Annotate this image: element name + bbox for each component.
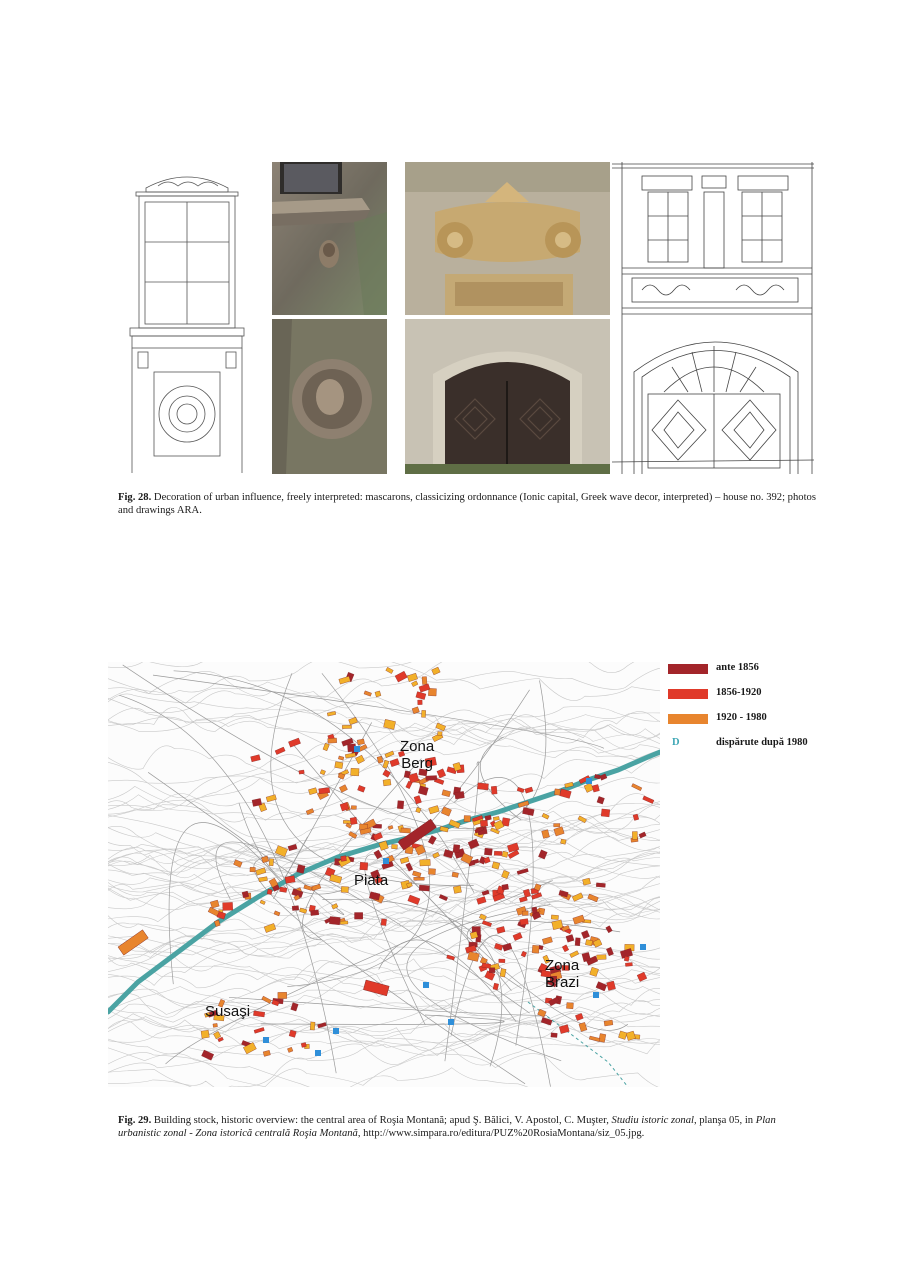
building-footprint <box>406 863 413 871</box>
building-footprint <box>596 982 607 991</box>
photo-medallion-mascaron <box>272 319 387 474</box>
building-footprint <box>363 980 389 996</box>
contour-line <box>108 1070 660 1087</box>
building-footprint <box>275 747 285 755</box>
legend-swatch-ante-1856 <box>668 664 708 674</box>
building-footprint <box>338 756 344 760</box>
building-footprint <box>566 1003 573 1009</box>
contour-line <box>108 1045 660 1088</box>
building-footprint <box>585 940 592 946</box>
building-footprint <box>480 820 487 826</box>
building-footprint <box>420 859 431 866</box>
building-footprint <box>340 921 348 924</box>
building-footprint <box>310 910 318 916</box>
building-footprint <box>453 845 460 853</box>
building-footprint <box>551 1033 557 1038</box>
building-footprint <box>342 725 351 728</box>
building-footprint <box>335 762 343 769</box>
road-line <box>379 940 516 1022</box>
building-footprint <box>339 676 351 684</box>
building-footprint <box>494 851 502 855</box>
contour-line <box>108 998 660 1056</box>
building-footprint <box>639 832 646 838</box>
building-footprint <box>581 930 589 938</box>
figure-29-study-title: Studiu istoric zonal <box>611 1115 694 1126</box>
building-footprint <box>341 886 348 892</box>
building-footprint <box>432 667 441 675</box>
label-zona-berg-line1: Zona <box>400 738 435 755</box>
figure-29-place: Roşia Montană <box>379 1115 445 1126</box>
building-footprint <box>251 755 261 762</box>
figure-29-text-1: Building stock, historic overview: the central area of <box>153 1115 377 1126</box>
building-footprint <box>491 786 497 794</box>
figure-29-text-plate: , planşa 05, in <box>693 1115 754 1126</box>
building-footprint <box>453 886 461 894</box>
building-footprint <box>525 787 533 793</box>
building-footprint <box>390 759 400 767</box>
figure-28-text: Decoration of urban influence, freely interpreted: mascarons, classicizing ordonnance (Ionic capital, Greek wave decor, interpreted) – house no. 392; photos and drawings ARA. <box>118 492 816 516</box>
building-footprint <box>418 700 423 705</box>
building-footprint <box>260 900 265 905</box>
building-footprint <box>624 956 629 961</box>
building-footprint <box>500 969 506 978</box>
building-footprint <box>631 784 641 791</box>
building-footprint <box>299 770 305 774</box>
building-footprint <box>542 813 549 819</box>
building-footprint <box>588 894 599 902</box>
building-footprint <box>582 952 591 962</box>
building-footprint <box>269 859 274 866</box>
building-footprint <box>606 926 613 933</box>
building-footprint <box>285 876 295 884</box>
building-footprint <box>210 900 219 908</box>
label-zona-berg <box>400 738 434 772</box>
building-footprint <box>408 895 420 905</box>
figure-29-url: , http://www.simpara.ro/editura/PUZ%20RosiaMontana/siz_05.jpg. <box>357 1128 645 1139</box>
legend-item-ante-1856 <box>668 662 868 687</box>
building-footprint <box>351 768 359 776</box>
building-footprint <box>455 791 465 799</box>
drawing-window-elevation <box>108 168 266 473</box>
lost-building-marker <box>333 1028 339 1034</box>
building-footprint <box>597 955 607 960</box>
label-zona-brazi-line1: Zona <box>545 957 580 974</box>
building-footprint <box>497 926 506 933</box>
building-footprint <box>397 801 404 809</box>
building-footprint <box>233 860 242 868</box>
map-legend <box>668 662 868 762</box>
lost-building-marker <box>586 778 592 784</box>
legend-item-1920-1980 <box>668 712 868 737</box>
building-footprint <box>287 1047 293 1052</box>
building-footprint <box>253 1011 264 1017</box>
photo-carved-gate <box>405 319 610 474</box>
building-footprint <box>310 1022 315 1030</box>
building-footprint <box>381 919 387 926</box>
building-footprint <box>477 783 488 790</box>
building-footprint <box>274 911 280 916</box>
legend-label: ante 1856 <box>716 662 759 673</box>
building-footprint <box>604 1020 613 1026</box>
building-footprint <box>308 788 317 795</box>
building-footprint <box>522 911 528 916</box>
building-footprint <box>383 779 391 786</box>
legend-swatch-1920-1980 <box>668 714 708 724</box>
lost-building-marker <box>448 1019 454 1025</box>
drawing-facade-gate <box>612 162 814 474</box>
building-footprint <box>401 828 411 833</box>
building-footprint <box>560 789 572 799</box>
building-footprint <box>254 1027 264 1033</box>
building-footprint <box>428 869 435 875</box>
historic-building-map <box>108 662 660 1087</box>
building-footprint <box>632 832 637 840</box>
building-footprint <box>328 738 337 743</box>
building-footprint <box>350 817 357 825</box>
building-footprint <box>386 667 394 673</box>
building-footprint <box>468 952 480 962</box>
building-footprint <box>484 848 492 855</box>
legend-label: 1856-1920 <box>716 687 762 698</box>
building-footprint <box>242 891 249 898</box>
building-footprint <box>267 889 272 895</box>
building-footprint <box>349 717 358 724</box>
building-footprint <box>542 830 550 839</box>
building-footprint <box>439 894 448 900</box>
building-footprint <box>416 692 426 700</box>
building-footprint <box>426 776 437 781</box>
building-footprint <box>259 877 268 882</box>
building-footprint <box>266 795 276 802</box>
building-footprint <box>414 877 425 880</box>
legend-swatch-1856-1920 <box>668 689 708 699</box>
lost-building-marker <box>423 982 429 988</box>
building-footprint <box>599 1034 606 1043</box>
building-footprint <box>429 805 440 813</box>
legend-marker-d: D <box>672 737 680 748</box>
building-footprint <box>643 796 654 804</box>
building-footprint <box>306 809 314 815</box>
building-footprint <box>375 691 381 697</box>
building-footprint <box>452 872 459 877</box>
building-footprint <box>329 917 340 925</box>
legend-label: 1920 - 1980 <box>716 712 767 723</box>
building-footprint <box>493 983 499 990</box>
label-piata <box>354 872 388 889</box>
building-footprint <box>339 785 347 793</box>
lost-building-marker <box>593 992 599 998</box>
figure-29-label: Fig. 29. <box>118 1115 152 1126</box>
building-footprint <box>592 784 599 792</box>
building-footprint <box>411 681 418 687</box>
building-footprint <box>384 719 396 729</box>
building-footprint <box>519 896 527 902</box>
label-zona-brazi-line2: Brazi <box>545 974 580 991</box>
building-footprint <box>327 711 336 716</box>
lost-building-marker <box>640 944 646 950</box>
building-footprint <box>278 992 287 998</box>
building-footprint <box>419 885 429 891</box>
building-footprint <box>499 959 505 963</box>
building-footprint <box>502 851 508 857</box>
building-footprint <box>551 915 558 920</box>
building-footprint <box>264 923 276 932</box>
label-susasi-text: Susaşi <box>205 1003 251 1020</box>
contour-line <box>108 707 660 759</box>
building-footprint <box>357 739 364 745</box>
building-footprint <box>355 913 363 920</box>
label-susasi <box>205 1003 250 1020</box>
figure-29-plan-title: Plan urbanistic zonal - Zona istorică centrală Roşia Montană <box>118 1115 776 1139</box>
building-footprint <box>566 934 574 942</box>
legend-item-disparute <box>668 737 868 762</box>
building-footprint <box>625 962 632 966</box>
contour-line <box>108 667 660 703</box>
building-footprint <box>428 836 436 845</box>
building-footprint <box>301 1043 306 1048</box>
building-footprint <box>341 856 347 862</box>
building-footprint <box>419 684 430 693</box>
building-footprint <box>520 919 529 926</box>
building-footprint <box>578 816 587 823</box>
road-line <box>153 675 604 748</box>
building-footprint <box>418 786 428 796</box>
building-footprint <box>477 897 487 905</box>
building-footprint <box>513 933 522 941</box>
building-footprint <box>304 885 313 891</box>
building-footprint <box>383 770 391 778</box>
building-footprint <box>406 781 413 789</box>
building-footprint <box>320 770 325 775</box>
building-footprint <box>407 673 417 682</box>
building-footprint <box>447 955 455 960</box>
building-footprint <box>560 839 566 844</box>
building-footprint <box>572 893 583 902</box>
photo-ionic-capital <box>405 162 610 315</box>
contour-line <box>108 662 660 668</box>
label-zona-brazi <box>545 957 579 991</box>
building-footprint <box>250 867 256 872</box>
building-footprint <box>319 788 330 794</box>
building-footprint <box>213 1023 218 1027</box>
building-footprint <box>601 809 610 817</box>
building-footprint <box>538 850 547 859</box>
building-footprint <box>412 871 421 877</box>
building-footprint <box>464 816 471 822</box>
building-footprint <box>356 755 365 764</box>
figure-29-text-apud: ; apud Ş. Bălici, V. Apostol, C. Muşter, <box>444 1115 609 1126</box>
legend-label: dispărute după 1980 <box>716 737 808 748</box>
contour-line <box>108 716 660 756</box>
building-footprint <box>607 981 616 990</box>
label-zona-berg-line2: Berg <box>401 755 433 772</box>
building-footprint <box>358 785 366 792</box>
building-footprint <box>549 997 560 1006</box>
building-footprint <box>422 677 427 685</box>
building-footprint <box>575 938 580 946</box>
lost-building-marker <box>315 1050 321 1056</box>
building-footprint <box>584 783 594 793</box>
contour-line <box>108 794 660 863</box>
building-footprint <box>493 816 499 820</box>
building-footprint <box>597 796 605 804</box>
building-footprint <box>437 769 446 778</box>
building-footprint <box>400 857 409 864</box>
lost-building-marker <box>263 1037 269 1043</box>
figure-28-caption <box>118 491 818 517</box>
building-footprint <box>532 945 539 953</box>
building-footprint <box>618 1031 627 1040</box>
building-footprint <box>596 883 605 888</box>
building-footprint <box>263 1050 270 1056</box>
building-footprint <box>364 691 372 696</box>
building-footprint <box>579 1022 587 1031</box>
contour-line <box>108 662 660 701</box>
building-footprint <box>606 947 613 956</box>
building-footprint <box>369 892 380 901</box>
building-footprint <box>428 688 436 696</box>
building-footprint <box>542 937 552 945</box>
building-footprint <box>351 806 356 810</box>
building-footprint <box>360 862 368 870</box>
building-footprint <box>502 884 509 890</box>
building-footprint <box>637 972 647 981</box>
figure-29-caption <box>118 1114 818 1140</box>
building-footprint <box>590 967 599 976</box>
road-line <box>451 935 550 1086</box>
building-footprint <box>421 710 425 717</box>
building-footprint <box>589 1036 600 1042</box>
building-footprint <box>437 732 442 736</box>
building-footprint <box>554 823 560 826</box>
building-footprint <box>554 789 560 795</box>
building-footprint <box>436 723 446 731</box>
building-footprint <box>583 878 591 885</box>
building-footprint <box>374 850 382 859</box>
building-footprint <box>330 874 342 883</box>
contour-line <box>108 991 660 1033</box>
building-footprint <box>442 790 451 797</box>
building-footprint <box>201 1030 209 1038</box>
building-footprint <box>223 902 233 910</box>
photo-mascaron-wall <box>272 162 387 315</box>
building-footprint <box>395 671 407 682</box>
figure-28-label: Fig. 28. <box>118 492 152 503</box>
lost-building-marker <box>383 858 389 864</box>
building-footprint <box>292 906 299 911</box>
legend-item-1856-1920 <box>668 687 868 712</box>
contour-line <box>108 662 660 723</box>
lost-building-marker <box>354 746 360 752</box>
label-piata-text: Piata <box>354 872 389 889</box>
building-footprint <box>392 844 398 849</box>
building-footprint <box>501 870 509 878</box>
building-footprint <box>562 945 569 952</box>
